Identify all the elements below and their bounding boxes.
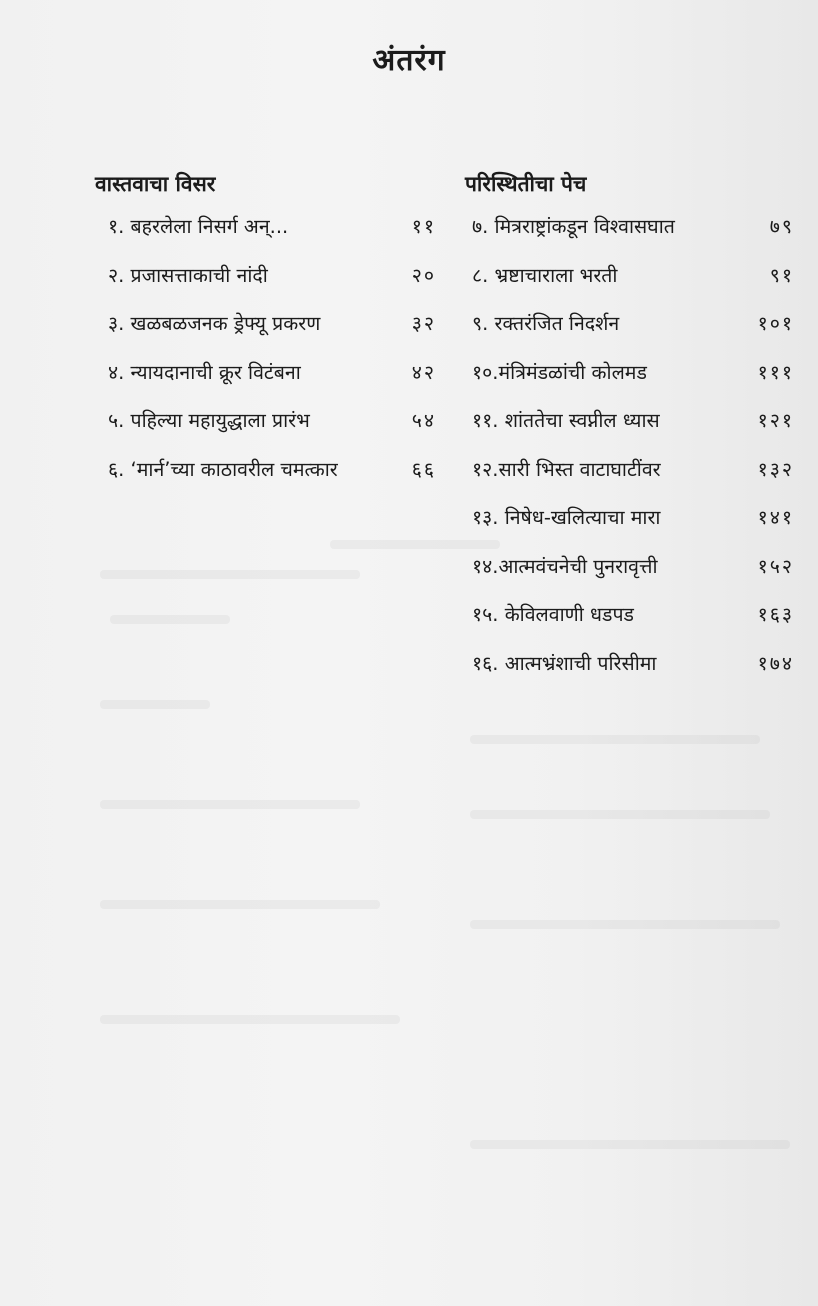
entry-number: ३.: [108, 312, 125, 335]
entry-number: ९.: [472, 312, 489, 335]
entry-page: ३२: [411, 312, 436, 335]
entry-number: ४.: [108, 360, 125, 384]
entry-page: १३२: [757, 457, 794, 481]
entry-page: ६६: [411, 457, 436, 481]
toc-entry[interactable]: [472, 455, 794, 504]
entry-page: १७४: [757, 651, 794, 675]
entry-title: सारी भिस्त वाटाघाटींवर: [498, 457, 661, 481]
section-heading: वास्तवाचा विसर: [95, 172, 216, 196]
entry-title: केविलवाणी धडपड: [504, 603, 634, 626]
entry-title: रक्तरंजित निदर्शन: [494, 312, 620, 335]
entry-page: ११: [411, 215, 436, 238]
entry-number: ५.: [108, 409, 125, 432]
entry-page: ९१: [769, 263, 794, 287]
entry-number: ८.: [472, 263, 489, 287]
bleed-mark: [470, 1140, 790, 1149]
bleed-mark: [470, 735, 760, 744]
entry-page: १२१: [757, 409, 794, 432]
toc-entry[interactable]: [108, 406, 436, 455]
bleed-mark: [470, 810, 770, 819]
entry-title: न्यायदानाची क्रूर विटंबना: [130, 360, 301, 384]
entry-page: १४१: [757, 506, 794, 529]
toc-entry[interactable]: [472, 552, 794, 601]
entry-title: आत्मभ्रंशाची परिसीमा: [504, 651, 657, 675]
toc-entry[interactable]: [472, 649, 794, 698]
entry-title: निषेध-खलित्याचा मारा: [504, 506, 661, 529]
entry-page: १०१: [757, 312, 794, 335]
toc-entry[interactable]: [472, 406, 794, 455]
entry-number: १४.: [472, 554, 499, 578]
entry-page: १६३: [757, 603, 794, 626]
entry-page: ५४: [411, 409, 436, 432]
toc-entry[interactable]: [472, 212, 794, 261]
toc-entry[interactable]: [472, 503, 794, 552]
entry-page: १५२: [757, 554, 794, 578]
entry-title: बहरलेला निसर्ग अन्...: [130, 215, 289, 238]
toc-entry[interactable]: [108, 212, 436, 261]
bleed-mark: [100, 1015, 400, 1024]
entry-title: ‘मार्न’च्या काठावरील चमत्कार: [130, 457, 338, 481]
toc-entry[interactable]: [472, 600, 794, 649]
entry-number: ६.: [108, 457, 125, 481]
toc-entry[interactable]: [108, 455, 436, 504]
page-title: अंतरंग: [372, 43, 446, 78]
entry-number: १६.: [472, 651, 499, 675]
entry-page: ७९: [769, 215, 794, 238]
entry-title: भ्रष्टाचाराला भरती: [494, 263, 618, 287]
entry-page: २०: [411, 263, 436, 287]
entry-title: शांततेचा स्वप्नील ध्यास: [504, 409, 660, 432]
toc-entry[interactable]: [108, 261, 436, 310]
toc-list: [472, 212, 794, 697]
toc-entry[interactable]: [108, 309, 436, 358]
bleed-mark: [100, 800, 360, 809]
bleed-mark: [470, 920, 780, 929]
entry-number: १.: [108, 215, 125, 238]
entry-title: आत्मवंचनेची पुनरावृत्ती: [498, 554, 658, 578]
entry-title: प्रजासत्ताकाची नांदी: [130, 263, 268, 287]
toc-entry[interactable]: [472, 309, 794, 358]
entry-number: १५.: [472, 603, 499, 626]
toc-entry[interactable]: [472, 358, 794, 407]
bleed-mark: [100, 700, 210, 709]
entry-title: मित्रराष्ट्रांकडून विश्वासघात: [494, 215, 675, 238]
entry-number: ११.: [472, 409, 499, 432]
bleed-mark: [100, 900, 380, 909]
entry-number: २.: [108, 263, 125, 287]
entry-title: मंत्रिमंडळांची कोलमड: [498, 360, 647, 384]
entry-page: ४२: [411, 360, 436, 384]
entry-number: १३.: [472, 506, 499, 529]
entry-number: ७.: [472, 215, 489, 238]
toc-entry[interactable]: [472, 261, 794, 310]
entry-number: १०.: [472, 360, 499, 384]
entry-title: पहिल्या महायुद्धाला प्रारंभ: [130, 409, 310, 432]
entry-page: १११: [757, 360, 794, 384]
toc-list: [108, 212, 436, 503]
bleed-mark: [100, 570, 360, 579]
bleed-mark: [110, 615, 230, 624]
entry-title: खळबळजनक ड्रेफ्यू प्रकरण: [130, 312, 321, 335]
entry-number: १२.: [472, 457, 499, 481]
section-heading: परिस्थितीचा पेच: [465, 172, 587, 196]
toc-entry[interactable]: [108, 358, 436, 407]
